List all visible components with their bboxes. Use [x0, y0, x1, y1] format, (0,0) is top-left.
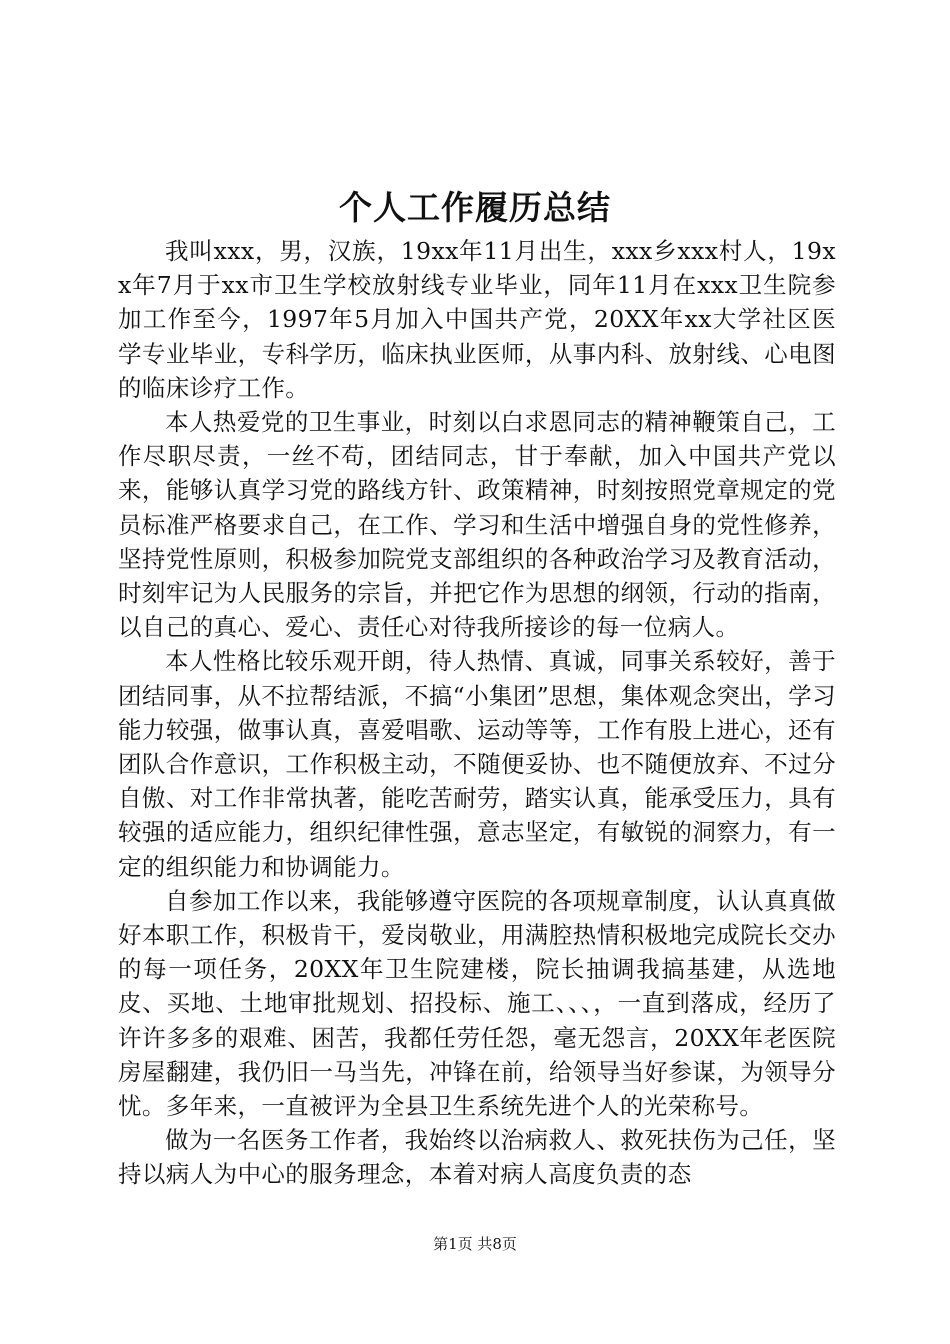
- paragraph-2: 本人热爱党的卫生事业，时刻以白求恩同志的精神鞭策自己，工作尽职尽责，一丝不苟，团结同志，甘于奉献，加入中国共产党以来，能够认真学习党的路线方针、政策精神，时刻按照党章规定的党员标准严格要求自己，在工作、学习和生活中增强自身的党性修养，坚持党性原则，积极参加院党支部组织的各种政治学习及教育活动，时刻牢记为人民服务的宗旨，并把它作为思想的纲领，行动的指南，以自己的真心、爱心、责任心对待我所接诊的每一位病人。: [118, 408, 836, 642]
- paragraph-1: 我叫xxx，男，汉族，19xx年11月出生，xxx乡xxx村人，19xx年7月于xx市卫生学校放射线专业毕业，同年11月在xxx卫生院参加工作至今，1997年5月加入中国共产党，20XX年xx大学社区医学专业毕业，专科学历，临床执业医师，从事内科、放射线、心电图的临床诊疗工作。: [118, 237, 836, 402]
- paragraph-4: 自参加工作以来，我能够遵守医院的各项规章制度，认认真真做好本职工作，积极肯干，爱岗敬业，用满腔热情积极地完成院长交办的每一项任务，20XX年卫生院建楼，院长抽调我搞基建，从选地皮、买地、土地审批规划、招投标、施工、、、，一直到落成，经历了许许多多的艰难、困苦，我都任劳任怨，毫无怨言，20XX年老医院房屋翻建，我仍旧一马当先，冲锋在前，给领导当好参谋，为领导分忧。多年来，一直被评为全县卫生系统先进个人的光荣称号。: [118, 886, 836, 1121]
- paragraph-3: 本人性格比较乐观开朗，待人热情、真诚，同事关系较好，善于团结同事，从不拉帮结派，不搞“小集团”思想，集体观念突出，学习能力较强，做事认真，喜爱唱歌、运动等等，工作有股上进心，还有团队合作意识，工作积极主动，不随便妥协、也不随便放弃、不过分自傲、对工作非常执著，能吃苦耐劳，踏实认真，能承受压力，具有较强的适应能力，组织纪律性强，意志坚定，有敏锐的洞察力，有一定的组织能力和协调能力。: [118, 647, 836, 881]
- page-number-footer: 第1页 共8页: [433, 1235, 517, 1253]
- paragraph-5: 做为一名医务工作者，我始终以治病救人、救死扶伤为己任，坚持以病人为中心的服务理念，本着对病人高度负责的态: [118, 1126, 836, 1189]
- document-title: 个人工作履历总结: [339, 188, 611, 227]
- document-body: [118, 234, 836, 1192]
